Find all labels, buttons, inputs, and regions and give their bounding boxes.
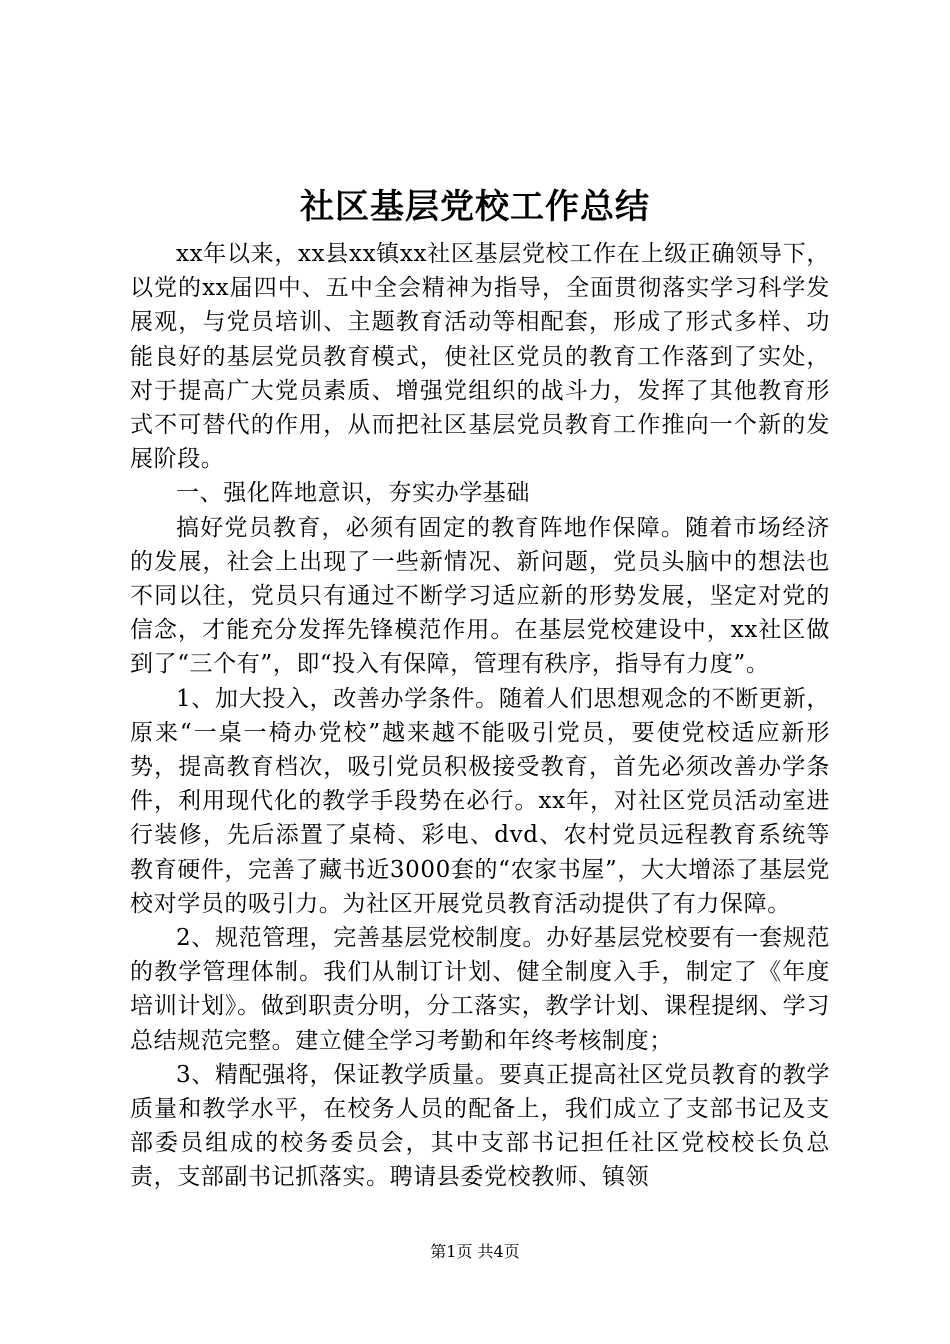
paragraph-item-3: 3、精配强将，保证教学质量。要真正提高社区党员教育的教学质量和教学水平，在校务人员的配备上，我们成立了支部书记及支部委员组成的校务委员会，其中支部书记担任社区党校校长负总责，支部副书记抓落实。聘请县委党校教师、镇领 bbox=[130, 1061, 830, 1191]
paragraph-item-2: 2、规范管理，完善基层党校制度。办好基层党校要有一套规范的教学管理体制。我们从制订计划、健全制度入手，制定了《年度培训计划》。做到职责分明，分工落实，教学计划、课程提纲、学习总结规范完整。建立健全学习考勤和年终考核制度； bbox=[130, 925, 830, 1054]
paragraph-section-1: 搞好党员教育，必须有固定的教育阵地作保障。随着市场经济的发展，社会上出现了一些新情况、新问题，党员头脑中的想法也不同以往，党员只有通过不断学习适应新的形势发展，坚定对党的信念，才能充分发挥先锋模范作用。在基层党校建设中，xx社区做到了“三个有”，即“投入有保障，管理有秩序，指导有力度”。 bbox=[130, 514, 830, 678]
document-body bbox=[130, 237, 830, 1195]
document-title: 社区基层党校工作总结 bbox=[300, 187, 650, 227]
paragraph-intro: xx年以来，xx县xx镇xx社区基层党校工作在上级正确领导下，以党的xx届四中、五中全会精神为指导，全面贯彻落实学习科学发展观，与党员培训、主题教育活动等相配套，形成了形式多样、功能良好的基层党员教育模式，使社区党员的教育工作落到了实处，对于提高广大党员素质、增强党组织的战斗力，发挥了其他教育形式不可替代的作用，从而把社区基层党员教育工作推向一个新的发展阶段。 bbox=[130, 241, 830, 473]
section-heading-1: 一、强化阵地意识，夯实办学基础 bbox=[176, 480, 530, 507]
paragraph-item-1: 1、加大投入，改善办学条件。随着人们思想观念的不断更新，原来“一桌一椅办党校”越来越不能吸引党员，要使党校适应新形势，提高教育档次，吸引党员积极接受教育，首先必须改善办学条件，利用现代化的教学手段势在必行。xx年，对社区党员活动室进行装修，先后添置了桌椅、彩电、dvd、农村党员远程教育系统等教育硬件，完善了藏书近3000套的“农家书屋”，大大增添了基层党校对学员的吸引力。为社区开展党员教育活动提供了有力保障。 bbox=[130, 685, 830, 917]
page-footer: 第1页 共4页 bbox=[430, 1242, 520, 1261]
